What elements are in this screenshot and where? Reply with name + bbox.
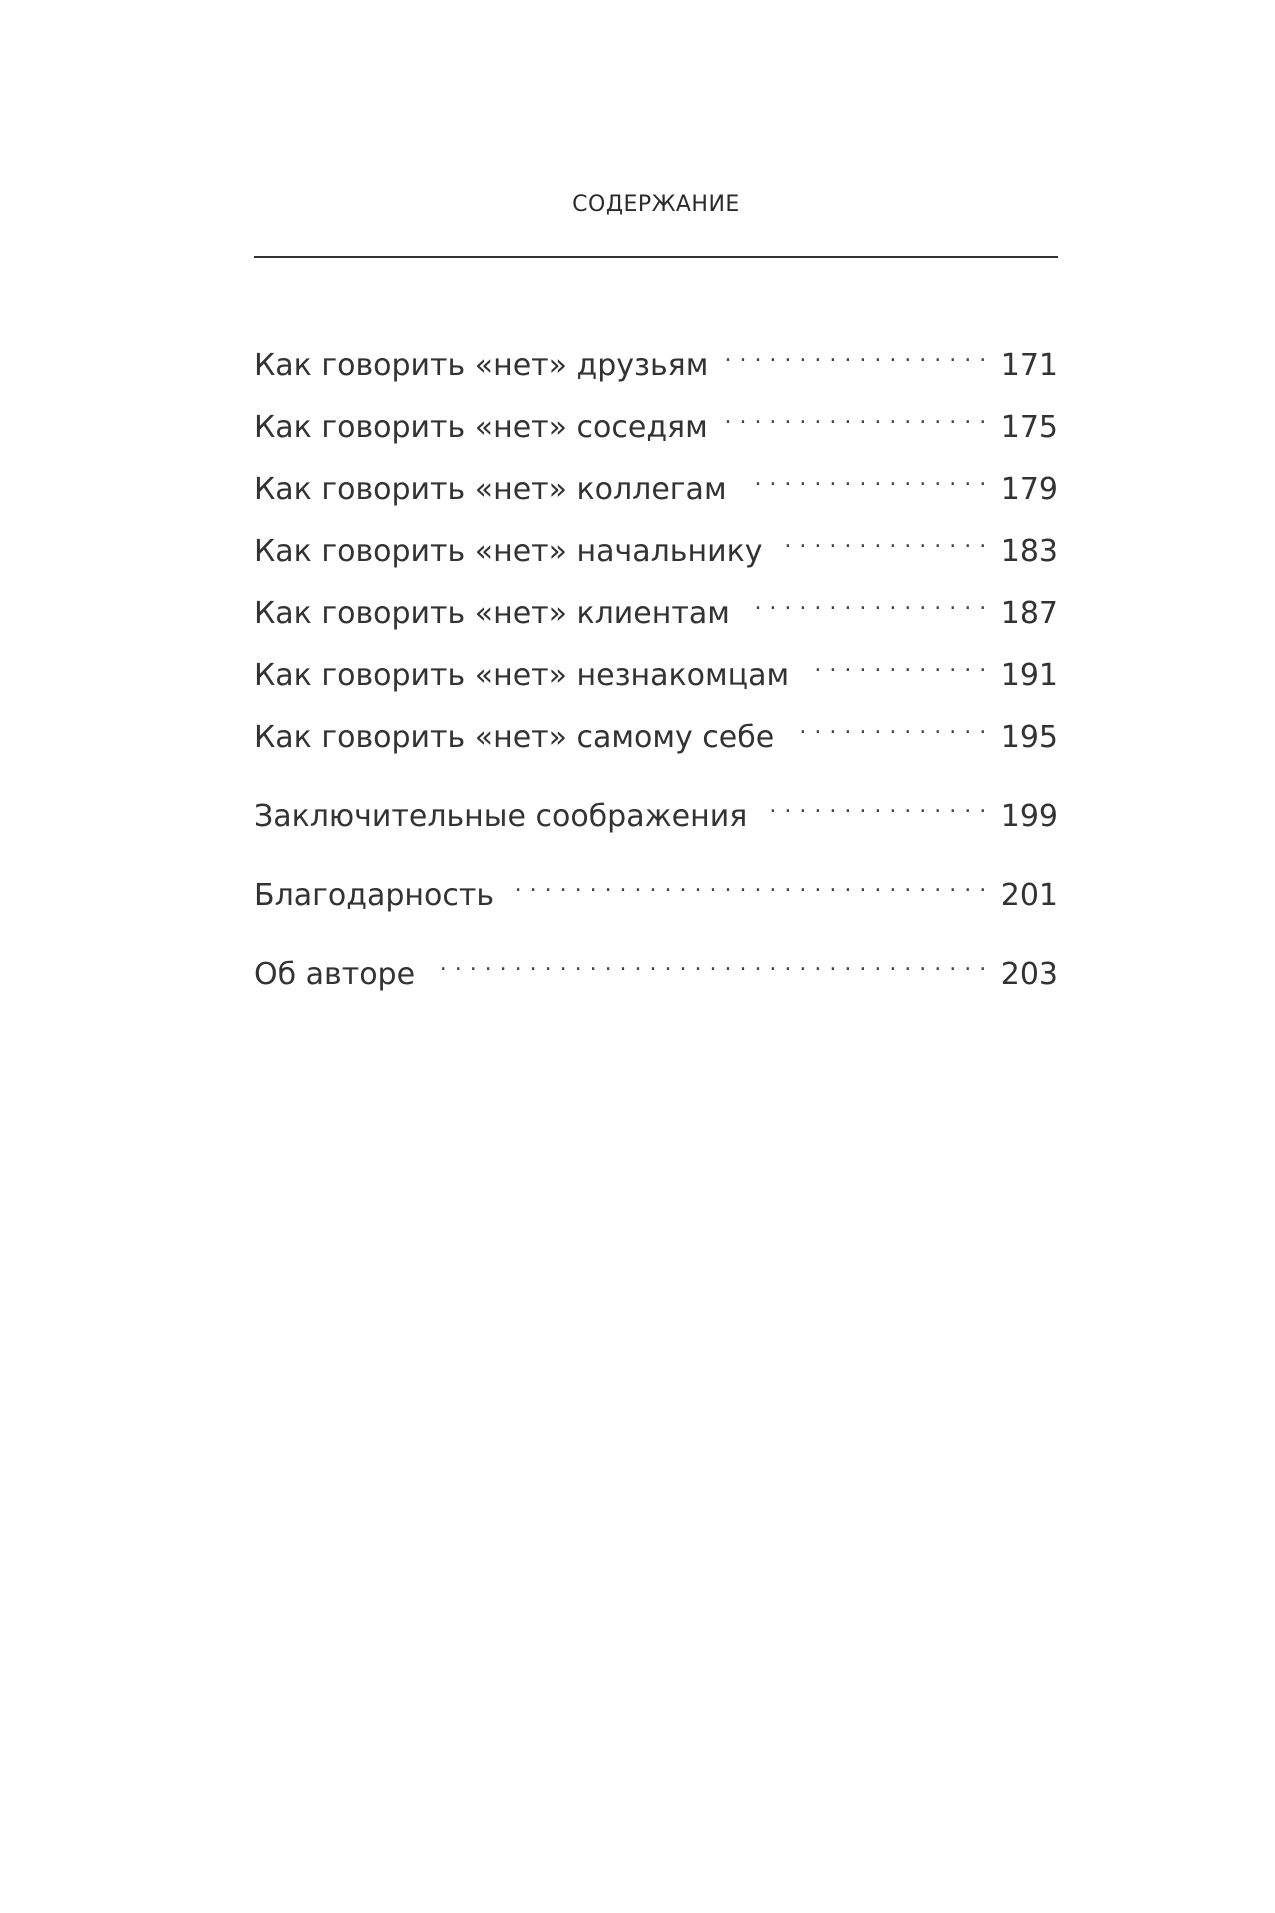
- toc-entry-friends[interactable]: [254, 335, 1058, 383]
- toc-entry-page: 179: [1000, 472, 1058, 507]
- toc-dot-leader: [745, 459, 987, 499]
- toc-entry-about-author[interactable]: [254, 944, 1058, 992]
- toc-entry-colleagues[interactable]: [254, 459, 1058, 507]
- toc-entry-page: 203: [1000, 957, 1058, 992]
- toc-entry-page: 201: [1000, 878, 1058, 913]
- toc-entry-page: 191: [1000, 658, 1058, 693]
- toc-entry-page: 183: [1000, 534, 1058, 569]
- toc-entry-yourself[interactable]: [254, 707, 1058, 755]
- header-divider: [254, 256, 1058, 258]
- toc-entry-acknowledgements[interactable]: [254, 865, 1058, 913]
- toc-entry-page: 187: [1000, 596, 1058, 631]
- toc-dot-leader: [726, 335, 986, 375]
- toc-entry-title: Как говорить «нет» начальнику: [254, 534, 763, 569]
- toc-entry-title: Как говорить «нет» клиентам: [254, 596, 730, 631]
- toc-dot-leader: [780, 521, 986, 561]
- toc-entry-title: Благодарность: [254, 878, 495, 913]
- toc-entry-title: Как говорить «нет» соседям: [254, 410, 708, 445]
- toc-dot-leader: [433, 944, 987, 984]
- toc-entry-boss[interactable]: [254, 521, 1058, 569]
- toc-entry-title: Как говорить «нет» друзьям: [254, 348, 709, 383]
- page-title: СОДЕРЖАНИЕ: [572, 192, 740, 217]
- toc-dot-leader: [726, 397, 987, 437]
- toc-entry-clients[interactable]: [254, 583, 1058, 631]
- toc-entry-title: Как говорить «нет» коллегам: [254, 472, 727, 507]
- toc-dot-leader: [765, 786, 986, 826]
- toc-dot-leader: [512, 865, 987, 905]
- toc-entry-page: 171: [1000, 348, 1058, 383]
- toc-dot-leader: [748, 583, 987, 623]
- toc-entry-title: Заключительные соображения: [254, 799, 748, 834]
- toc-entry-title: Как говорить «нет» незнакомцам: [254, 658, 790, 693]
- toc-entry-title: Как говорить «нет» самому себе: [254, 720, 775, 755]
- toc-entry-page: 199: [1000, 799, 1058, 834]
- toc-dot-leader: [807, 645, 987, 685]
- toc-entry-page: 175: [1000, 410, 1058, 445]
- toc-entry-page: 195: [1000, 720, 1058, 755]
- toc-entry-conclusion[interactable]: [254, 786, 1058, 834]
- toc-entry-title: Об авторе: [254, 957, 416, 992]
- toc-entry-strangers[interactable]: [254, 645, 1058, 693]
- toc-dot-leader: [792, 707, 987, 747]
- toc-entry-neighbors[interactable]: [254, 397, 1058, 445]
